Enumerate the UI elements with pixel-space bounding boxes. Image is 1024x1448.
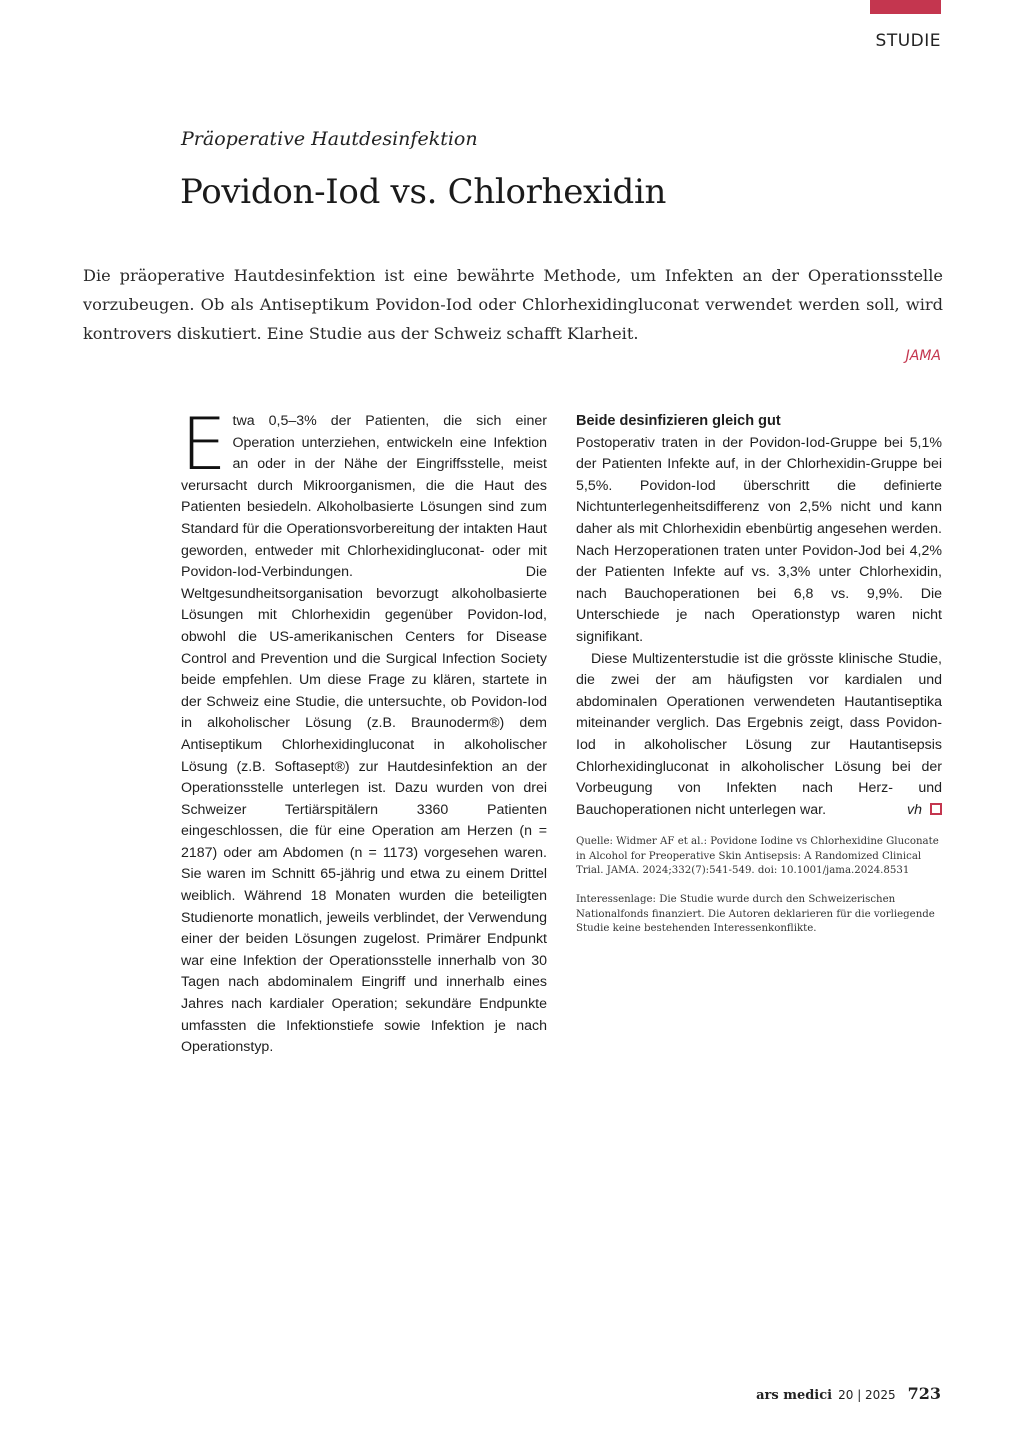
page-footer bbox=[756, 1384, 941, 1403]
section-subheading: Beide desinfizieren gleich gut bbox=[576, 413, 781, 429]
article-notes bbox=[576, 835, 942, 937]
article-lead: Die präoperative Hautdesinfektion ist eine bewährte Methode, um Infekten an der Operationsstelle vorzubeugen. Ob als Antiseptikum Povidon-Iod oder Chlorhexidingluconat verwendet werden soll, wird kontrovers diskutiert. Eine Studie aus der Schweiz schafft Klarheit. bbox=[83, 266, 943, 343]
body-column-left bbox=[181, 402, 547, 1059]
body-column-right bbox=[576, 411, 942, 951]
source-citation: Quelle: Widmer AF et al.: Povidone Iodine vs Chlorhexidine Gluconate in Alcohol for Preoperative Skin Antisepsis: A Randomized Clinical Trial. JAMA. 2024;332(7):541-549. doi: 10.1001/jama.2024.8531 bbox=[576, 836, 939, 877]
journal-name: ars medici bbox=[756, 1388, 833, 1403]
body-paragraph-text: Diese Multizenterstudie ist die grösste klinische Studie, die zwei der am häufigsten vor kardialen und abdominalen Operationen verwendeten Hautantiseptika miteinander verglich. Das Ergebnis zeigt, dass Povidon-Iod in alkoholischer Lösung zur Hautantisepsis Chlorhexidingluconat in alkoholischer Lösung bei der Vorbeugung von Infekten nach Herz- und Bauchoperationen nicht unterlegen war. bbox=[576, 650, 942, 818]
conflict-of-interest-note: Interessenlage: Die Studie wurde durch den Schweizerischen Nationalfonds finanziert. Die Autoren deklarieren für die vorliegende Studie keine bestehenden Interessenkonflikte. bbox=[576, 894, 935, 935]
page-number: 723 bbox=[907, 1384, 941, 1403]
section-label: STUDIE bbox=[875, 31, 941, 51]
issue-number: 20 | 2025 bbox=[838, 1388, 896, 1402]
article-kicker: Präoperative Hautdesinfektion bbox=[181, 128, 478, 150]
article-title: Povidon-Iod vs. Chlorhexidin bbox=[180, 172, 667, 212]
section-accent-bar bbox=[870, 0, 941, 14]
body-paragraph-conclusion bbox=[576, 649, 942, 822]
author-initials: vh bbox=[907, 801, 922, 818]
body-paragraph: twa 0,5–3% der Patienten, die sich einer Operation unterziehen, entwickeln eine Infektion an oder in der Nähe der Eingriffsstelle, meist verursacht durch Mikroorganismen, die die Haut des Patienten besiedeln. Alkoholbasierte Lösungen sind zum Standard für die Operationsvorbereitung der intakten Haut geworden, entweder mit Chlorhexidingluconat- oder mit Povidon-Iod-Verbindungen. Die Weltgesundheitsorganisation bevorzugt alkoholbasierte Lösungen mit Chlorhexidin gegenüber Povidon-Iod, obwohl die US-amerikanischen Centers for Disease Control and Prevention und die Surgical Infection Society beide empfehlen. Um diese Frage zu klären, startete in der Schweiz eine Studie, die untersuchte, ob Povidon-Iod in alkoholischer Lösung (z.B. Braunoderm®) dem Antiseptikum Chlorhexidingluconat in alkoholischer Lösung (z.B. Softasept®) zur Hautdesinfektion an der Operationsstelle unterlegen ist. Dazu wurden von drei Schweizer Tertiärspitälern 3360 Patienten eingeschlossen, die für eine Operation am Herzen (n = 2187) oder am Abdomen (n = 1173) vorgesehen waren. Sie waren im Schnitt 65-jährig und etwa zu einem Drittel weiblich. Während 18 Monaten wurden die beteiligten Studienorte monatlich, jeweils verblindet, der Verwendung einer der beiden Lösungen zugelost. Primärer Endpunkt war eine Infektion der Operationsstelle innerhalb von 30 Tagen nach abdominalem Eingriff und innerhalb eines Jahres nach kardialer Operation; sekundäre Endpunkte umfassten die Infektionstiefe sowie Infektion je nach Operationstyp. bbox=[181, 413, 547, 1056]
author-signature bbox=[892, 800, 942, 822]
source-tag: JAMA bbox=[905, 348, 941, 364]
drop-cap: E bbox=[181, 402, 227, 486]
body-paragraph: Postoperativ traten in der Povidon-Iod-Gruppe bei 5,1% der Patienten Infekte auf, in der Chlorhexidin-Gruppe bei 5,5%. Povidon-Iod überschritt die definierte Nichtunterlegenheitsdifferenz von 2,5% nicht und kann daher als mit Chlorhexidin ebenbürtig angesehen werden. Nach Herzoperationen traten unter Povidon-Jod bei 4,2% der Patienten Infekte auf vs. 3,3% unter Chlorhexidin, nach Bauchoperationen bei 6,8 vs. 9,9%. Die Unterschiede je nach Operationstyp waren nicht signifikant. bbox=[576, 434, 942, 645]
square-end-mark-icon bbox=[930, 803, 942, 815]
